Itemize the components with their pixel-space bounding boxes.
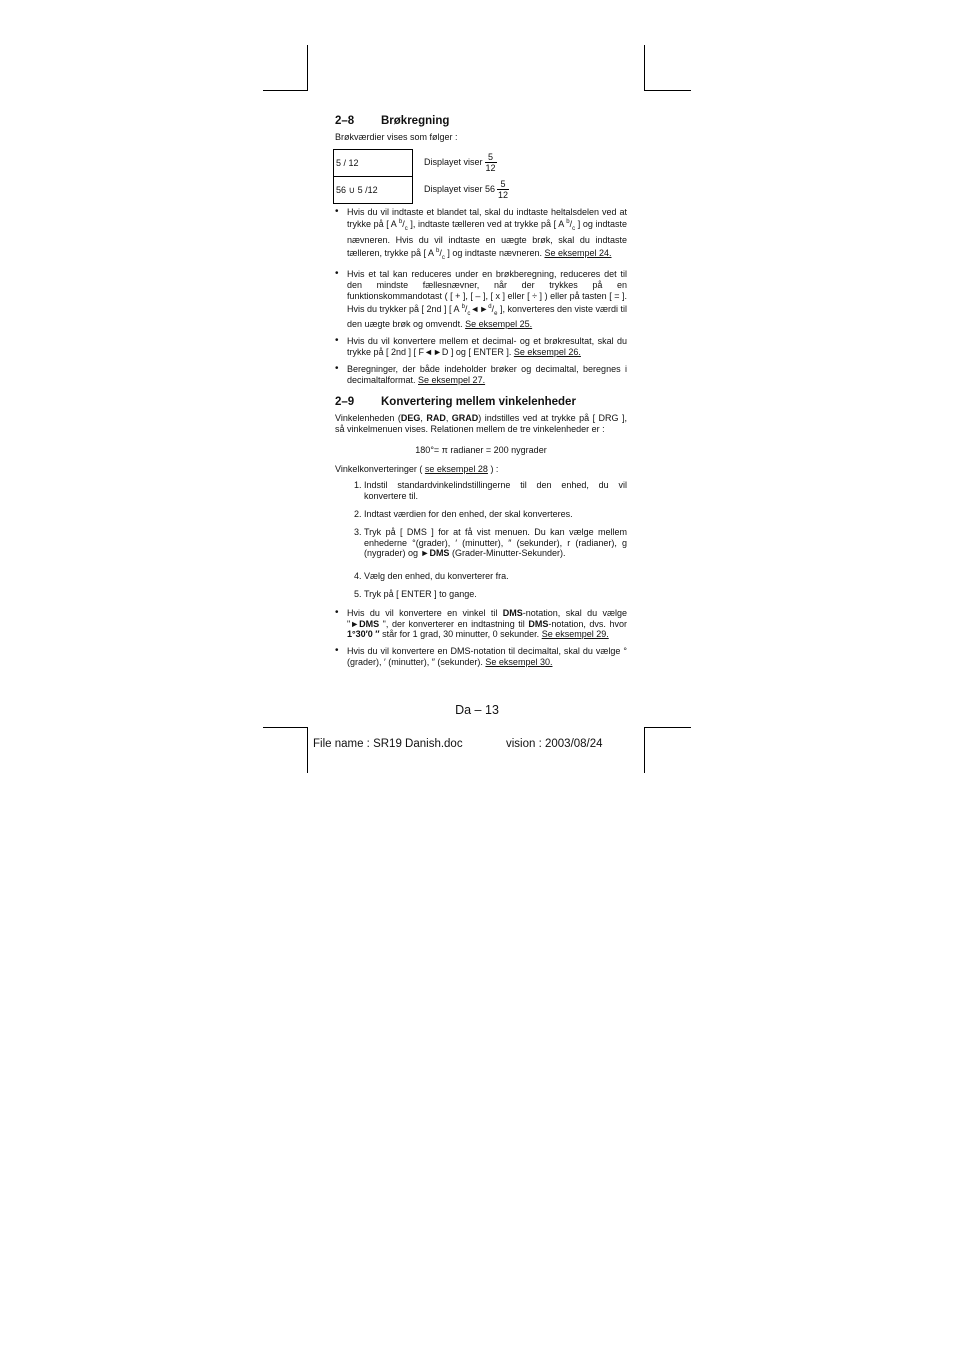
crop-mark xyxy=(644,727,645,773)
example-link[interactable]: Se eksempel 25. xyxy=(465,319,533,330)
example-link[interactable]: Se eksempel 26. xyxy=(513,346,581,357)
page-number: Da – 13 xyxy=(455,703,499,717)
fraction-denominator: 12 xyxy=(498,189,509,200)
fraction xyxy=(485,152,497,173)
list-item: • Hvis et tal kan reduceres under en brøkberegning, reduceres det til den mindste fællesnævner, når der trykkes på en funktionskommandotast ( [ + ], [ – ], [ x ] eller [ ÷ ] ) eller på tasten [ = ]. Hvis du trykker på [ 2nd ] [ A $^b/_c◄►^d/_e$ ], konverteres den viste værdi til den uægte brøk og omvendt. Se eksempel 25. xyxy=(335,269,627,330)
fraction-denominator: 12 xyxy=(485,162,496,173)
crop-mark xyxy=(263,727,308,728)
list-item: • Hvis du vil konvertere en vinkel til DMS-notation, skal du vælge "►DMS ", der konverterer en indtastning til DMS-notation, dvs. hvor 1°30′0 ″ står for 1 grad, 30 minutter, 0 sekunder. Se eksempel 29. xyxy=(335,608,627,640)
bullet-list-2-8 xyxy=(335,207,627,386)
fraction-numerator: 5 xyxy=(500,178,506,189)
list-item: 1. Indstil standardvinkelindstillingerne til den enhed, du vil konvertere til. xyxy=(354,480,627,502)
section-title: Brøkregning xyxy=(381,115,450,127)
bullet-list-2-9 xyxy=(335,608,627,668)
list-item: • Hvis du vil indtaste et blandet tal, skal du indtaste heltalsdelen ved at trykke på [ A $^b/_c$ ], indtaste tælleren ved at trykke på [ A $^b/_c$ ] og indtaste nævneren. Hvis du vil indtaste en uægte brøk, skal du indtaste tælleren, trykke på [ A $^b/_c$ ] og indtaste nævneren. Se eksempel 24. xyxy=(335,207,627,264)
conversion-steps xyxy=(354,480,627,599)
display-label: Displayet viser xyxy=(424,156,483,167)
conversion-intro: Vinkelkonverteringer ( se eksempel 28 ) : xyxy=(335,463,499,474)
example-link[interactable]: Se eksempel 29. xyxy=(541,629,609,640)
list-item: • Hvis du vil konvertere en DMS-notation til decimaltal, skal du vælge °(grader), ′ (minutter), ″ (sekunder). Se eksempel 30. xyxy=(335,646,627,668)
fraction-descriptions xyxy=(424,149,509,204)
fraction-input-box xyxy=(333,149,413,204)
fraction-numerator: 5 xyxy=(488,151,494,162)
section-title: Konvertering mellem vinkelenheder xyxy=(381,396,576,409)
crop-mark xyxy=(644,727,691,728)
example-link[interactable]: se eksempel 28 xyxy=(424,463,488,474)
fraction xyxy=(497,179,509,200)
example-link[interactable]: Se eksempel 27. xyxy=(418,374,486,385)
footer-filename: File name : SR19 Danish.doc xyxy=(313,738,463,750)
intro-text: Brøkværdier vises som følger : xyxy=(335,131,458,142)
section-heading-2-8 xyxy=(335,116,627,127)
footer-version: vision : 2003/08/24 xyxy=(506,738,603,750)
example-link[interactable]: Se eksempel 30. xyxy=(485,656,553,667)
page-content xyxy=(335,116,627,674)
crop-mark xyxy=(263,90,308,91)
display-label: Displayet viser 56 xyxy=(424,183,496,194)
list-item: • Hvis du vil konvertere mellem et decimal- og et brøkresultat, skal du trykke på [ 2nd ] [ F◄►D ] og [ ENTER ]. Se eksempel 26. xyxy=(335,336,627,358)
fraction-row xyxy=(424,176,509,203)
list-item: 5. Tryk på [ ENTER ] to gange. xyxy=(354,588,477,599)
section-heading-2-9 xyxy=(335,397,627,408)
crop-mark xyxy=(644,90,691,91)
fraction-row xyxy=(424,149,509,176)
list-item: • Beregninger, der både indeholder brøker og decimaltal, beregnes i decimaltalformat. Se eksempel 27. xyxy=(335,364,627,386)
list-item: 3. Tryk på [ DMS ] for at få vist menuen. Du kan vælge mellem enhederne °(grader), ′ (minutter), ″ (sekunder), r (radianer), g (nygrader) og ►DMS (Grader-Minutter-Sekunder). xyxy=(354,526,627,559)
fraction-input: 5 / 12 xyxy=(336,157,359,168)
angle-intro: Vinkelenheden (DEG, RAD, GRAD) indstilles ved at trykke på [ DRG ], så vinkelmenuen vises. Relationen mellem de tre vinkelenheder er : xyxy=(335,413,627,434)
list-item: 4. Vælg den enhed, du konverterer fra. xyxy=(354,571,509,582)
crop-mark xyxy=(307,45,308,91)
angle-formula: 180°= π radianer = 200 nygrader xyxy=(415,444,547,455)
section-number: 2–9 xyxy=(335,396,355,409)
example-link[interactable]: Se eksempel 24. xyxy=(544,247,612,258)
list-item: 2. Indtast værdien for den enhed, der skal konverteres. xyxy=(354,508,573,519)
section-number: 2–8 xyxy=(335,115,355,127)
crop-mark xyxy=(307,727,308,773)
fraction-input: 56 ∪ 5 /12 xyxy=(334,176,412,203)
crop-mark xyxy=(644,45,645,91)
fraction-table xyxy=(333,149,627,204)
